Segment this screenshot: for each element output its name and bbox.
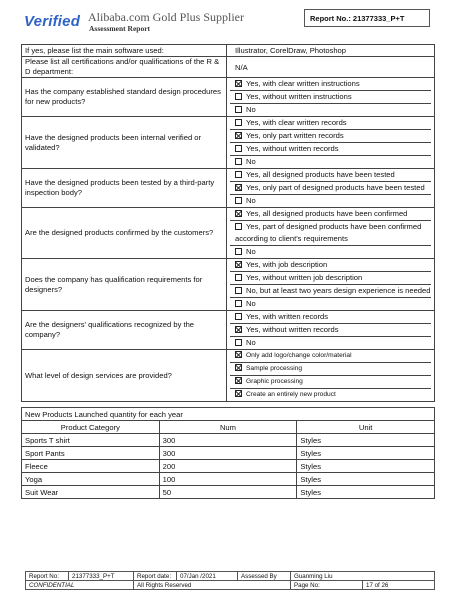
checked-box-icon xyxy=(235,184,242,191)
answer-text: N/A xyxy=(235,62,248,72)
empty-box-icon xyxy=(235,287,242,294)
empty-box-icon xyxy=(235,197,242,204)
product-num: 50 xyxy=(159,486,297,499)
footer-report-date-label: Report date: xyxy=(134,572,177,581)
answer-option xyxy=(230,156,431,168)
option-label: No xyxy=(246,338,256,347)
empty-box-icon xyxy=(235,93,242,100)
product-row xyxy=(22,460,435,473)
product-num: 300 xyxy=(159,447,297,460)
question-text: Have the designed products been internal verified or validated? xyxy=(22,117,227,169)
col-header-category: Product Category xyxy=(22,421,160,434)
product-unit: Styles xyxy=(297,460,435,473)
option-label: Yes, part of designed products have been confirmed according to client's requirements xyxy=(235,222,422,243)
answer-option xyxy=(230,298,431,310)
option-label: Yes, without written job description xyxy=(246,273,363,282)
report-subtitle: Assessment Report xyxy=(89,24,151,33)
product-row xyxy=(22,473,435,486)
question-text: Are the designed products confirmed by the customers? xyxy=(22,208,227,259)
verified-logo: Verified xyxy=(24,13,81,30)
option-label: No xyxy=(246,105,256,114)
answer-option xyxy=(230,376,431,389)
empty-box-icon xyxy=(235,248,242,255)
product-num: 300 xyxy=(159,434,297,447)
option-label: Yes, without written records xyxy=(246,325,339,334)
question-row xyxy=(22,311,435,350)
checked-box-icon xyxy=(235,132,242,139)
answer-cell xyxy=(227,57,435,78)
footer-rights: All Rights Reserved xyxy=(134,581,291,590)
option-label: Yes, without written instructions xyxy=(246,92,352,101)
answer-option xyxy=(230,143,431,156)
question-row xyxy=(22,208,435,259)
product-unit: Styles xyxy=(297,486,435,499)
empty-box-icon xyxy=(235,274,242,281)
option-label: No xyxy=(246,299,256,308)
answer-option xyxy=(230,78,431,91)
option-label: Graphic processing xyxy=(246,378,303,385)
product-category: Fleece xyxy=(22,460,160,473)
answer-option xyxy=(230,389,431,401)
empty-box-icon xyxy=(235,300,242,307)
answer-cell xyxy=(227,78,435,117)
answer-cell xyxy=(227,311,435,350)
product-category: Sport Pants xyxy=(22,447,160,460)
question-text: Please list all certifications and/or qualifications of the R & D department: xyxy=(22,57,227,78)
footer-page: 17 of 26 xyxy=(363,581,435,590)
empty-box-icon xyxy=(235,158,242,165)
answer-option xyxy=(230,285,431,298)
assessment-table xyxy=(21,44,435,402)
answer-cell xyxy=(227,350,435,402)
product-row xyxy=(22,447,435,460)
answer-cell xyxy=(227,117,435,169)
empty-box-icon xyxy=(235,339,242,346)
products-header-row xyxy=(22,421,435,434)
answer-option xyxy=(230,311,431,324)
option-label: Yes, all designed products have been confirmed xyxy=(246,209,408,218)
answer-option xyxy=(230,169,431,182)
question-text: Have the designed products been tested by a third-party inspection body? xyxy=(22,169,227,208)
answer-option xyxy=(230,350,431,363)
product-category: Yoga xyxy=(22,473,160,486)
answer-option xyxy=(230,91,431,104)
checked-box-icon xyxy=(235,326,242,333)
footer-report-date: 07/Jan /2021 xyxy=(177,572,238,581)
question-row xyxy=(22,350,435,402)
question-text: If yes, please list the main software used: xyxy=(22,45,227,57)
question-row xyxy=(22,169,435,208)
answer-cell xyxy=(227,45,435,57)
products-title-row xyxy=(22,408,435,421)
question-text: Has the company established standard design procedures for new products? xyxy=(22,78,227,117)
empty-box-icon xyxy=(235,106,242,113)
option-label: Yes, with clear written records xyxy=(246,118,347,127)
footer-assessor: Guanming Liu xyxy=(291,572,435,581)
option-label: No xyxy=(246,247,256,256)
empty-box-icon xyxy=(235,145,242,152)
product-row xyxy=(22,434,435,447)
question-row xyxy=(22,259,435,311)
option-label: Create an entirely new product xyxy=(246,391,336,398)
product-unit: Styles xyxy=(297,434,435,447)
answer-text: Illustrator, CorelDraw, Photoshop xyxy=(235,46,347,55)
checked-box-icon xyxy=(235,80,242,87)
answer-option xyxy=(230,182,431,195)
checked-box-icon xyxy=(235,210,242,217)
product-row xyxy=(22,486,435,499)
footer-assessed-label: Assessed By xyxy=(238,572,291,581)
product-category: Suit Wear xyxy=(22,486,160,499)
option-label: Yes, with clear written instructions xyxy=(246,79,360,88)
option-label: Yes, only part written records xyxy=(246,131,344,140)
option-label: Sample processing xyxy=(246,365,303,372)
question-row xyxy=(22,117,435,169)
option-label: No xyxy=(246,196,256,205)
answer-option xyxy=(230,117,431,130)
answer-option xyxy=(230,130,431,143)
products-title: New Products Launched quantity for each year xyxy=(22,408,435,421)
option-label: No xyxy=(246,157,256,166)
report-header xyxy=(0,0,450,42)
option-label: Yes, without written records xyxy=(246,144,339,153)
question-row xyxy=(22,78,435,117)
empty-box-icon xyxy=(235,119,242,126)
report-number-box: Report No.: 21377333_P+T xyxy=(304,9,430,27)
question-text: Are the designers' qualifications recognized by the company? xyxy=(22,311,227,350)
answer-option xyxy=(230,208,431,221)
footer-table xyxy=(25,571,435,590)
question-text: What level of design services are provided? xyxy=(22,350,227,402)
footer-report-no: 21377333_P+T xyxy=(69,572,134,581)
option-label: Only add logo/change color/material xyxy=(246,352,352,359)
answer-option xyxy=(230,195,431,207)
product-num: 200 xyxy=(159,460,297,473)
checked-box-icon xyxy=(235,261,242,268)
answer-option xyxy=(230,259,431,272)
product-category: Sports T shirt xyxy=(22,434,160,447)
answer-option xyxy=(230,337,431,349)
product-num: 100 xyxy=(159,473,297,486)
option-label: Yes, only part of designed products have been tested xyxy=(246,183,425,192)
company-title: Alibaba.com Gold Plus Supplier xyxy=(88,10,244,24)
col-header-num: Num xyxy=(159,421,297,434)
answer-cell xyxy=(227,208,435,259)
product-unit: Styles xyxy=(297,447,435,460)
answer-option xyxy=(230,272,431,285)
product-unit: Styles xyxy=(297,473,435,486)
answer-option xyxy=(230,104,431,116)
col-header-unit: Unit xyxy=(297,421,435,434)
option-label: Yes, with job description xyxy=(246,260,328,269)
footer-confidential: CONFIDENTIAL xyxy=(26,581,134,590)
question-text: Does the company has qualification requirements for designers? xyxy=(22,259,227,311)
answer-option xyxy=(230,363,431,376)
checked-box-icon xyxy=(235,351,242,358)
answer-option xyxy=(230,246,431,258)
empty-box-icon xyxy=(235,313,242,320)
empty-box-icon xyxy=(235,171,242,178)
empty-box-icon xyxy=(235,223,242,230)
answer-cell xyxy=(227,259,435,311)
option-label: Yes, all designed products have been tested xyxy=(246,170,395,179)
option-label: No, but at least two years design experience is needed xyxy=(246,286,431,295)
answer-cell xyxy=(227,169,435,208)
question-row xyxy=(22,45,435,57)
option-label: Yes, with written records xyxy=(246,312,329,321)
checked-box-icon xyxy=(235,377,242,384)
footer-report-no-label: Report No: xyxy=(26,572,69,581)
answer-option xyxy=(230,324,431,337)
checked-box-icon xyxy=(235,364,242,371)
question-row xyxy=(22,57,435,78)
checked-box-icon xyxy=(235,390,242,397)
answer-option xyxy=(230,221,431,246)
products-table xyxy=(21,407,435,499)
footer-page-label: Page No: xyxy=(291,581,363,590)
